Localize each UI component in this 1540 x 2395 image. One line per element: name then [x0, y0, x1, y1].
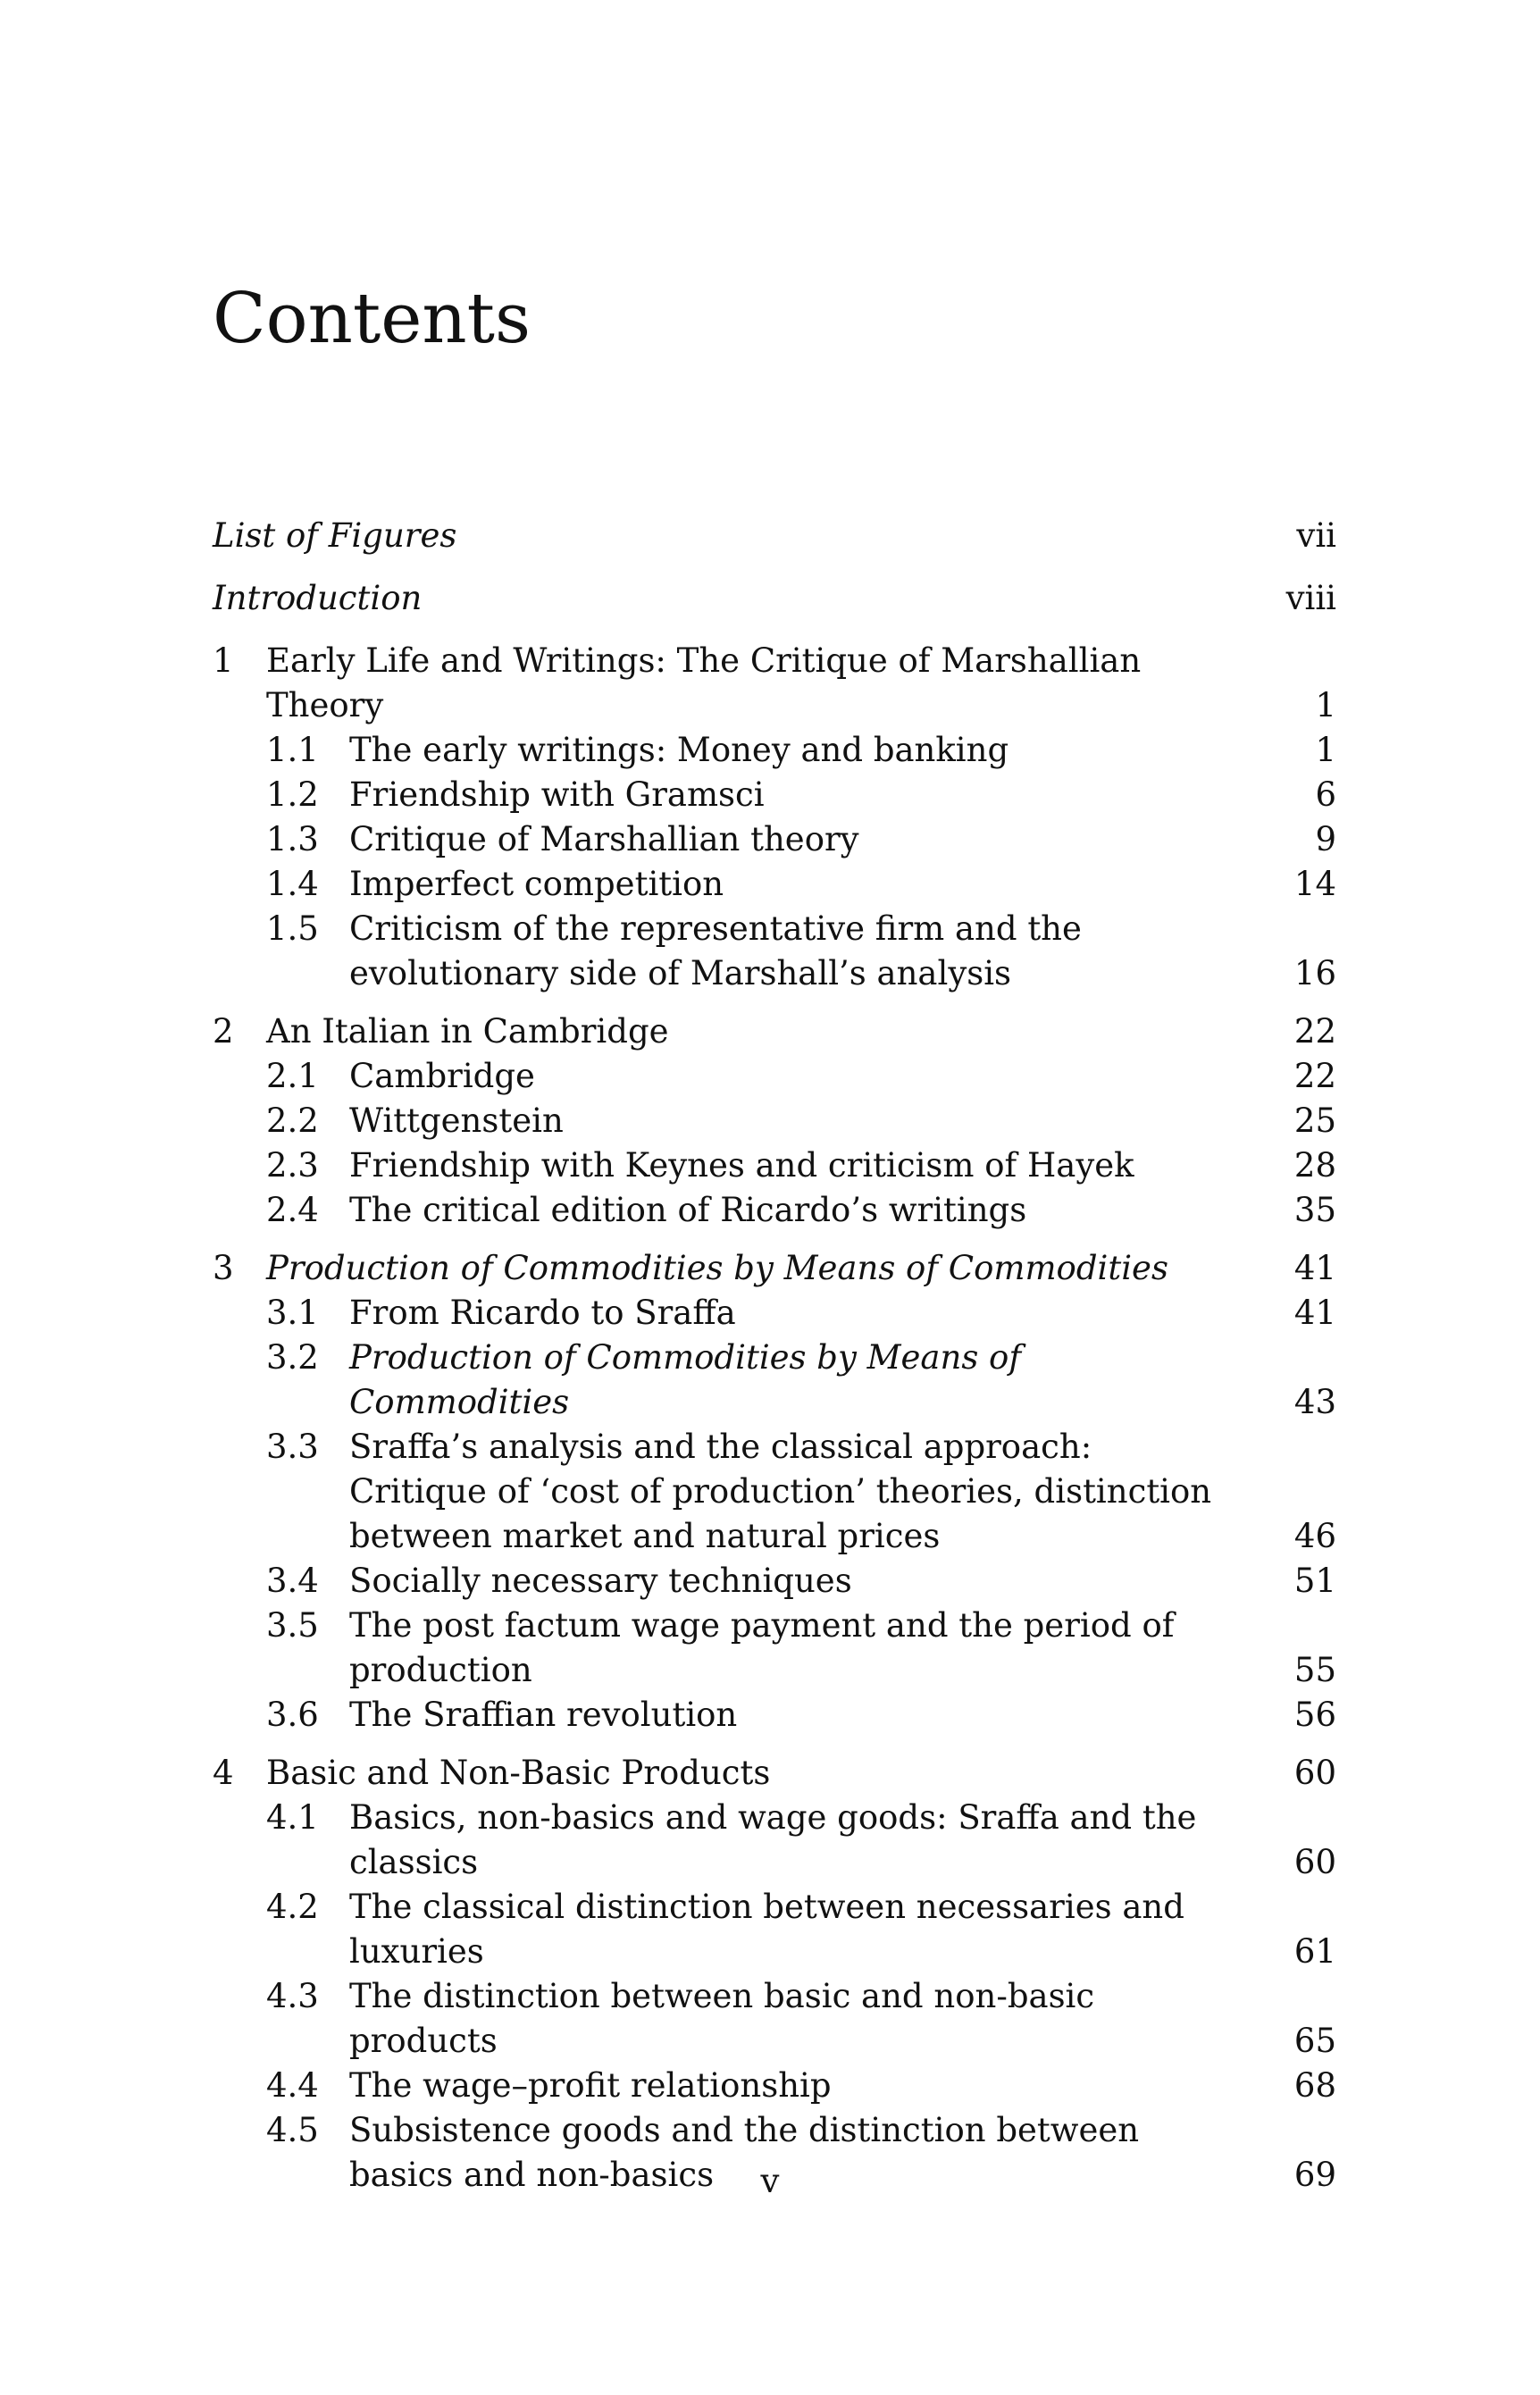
section-title: The distinction between basic and non-basic products	[349, 1977, 1095, 2060]
section-title: Cambridge	[349, 1057, 535, 1095]
section-title: The Sraffian revolution	[349, 1696, 738, 1734]
section-page: 16	[1293, 954, 1336, 992]
toc-section-4-3[interactable]	[213, 1974, 1336, 2064]
table-of-contents	[213, 514, 1336, 2198]
toc-section-2-1[interactable]	[213, 1054, 1336, 1099]
section-title: Subsistence goods and the distinction between basics and non-basics	[349, 2111, 1140, 2194]
section-number: 1.4	[266, 865, 319, 903]
section-page: 46	[1293, 1517, 1336, 1555]
section-number: 3.3	[266, 1428, 319, 1466]
section-page: 65	[1293, 2022, 1336, 2060]
section-page: 61	[1293, 1932, 1336, 1971]
chapter-page: 22	[1293, 1012, 1336, 1051]
section-title: Friendship with Keynes and criticism of Hayek	[349, 1146, 1134, 1185]
section-page: 60	[1293, 1843, 1336, 1881]
toc-section-3-4[interactable]	[213, 1559, 1336, 1604]
toc-section-3-3[interactable]	[213, 1425, 1336, 1559]
toc-chapter-2[interactable]	[213, 1009, 1336, 1054]
page-number: v	[760, 2162, 780, 2200]
toc-chapter-4[interactable]	[213, 1751, 1336, 1796]
toc-section-1-5[interactable]	[213, 907, 1336, 996]
section-number: 3.2	[266, 1338, 319, 1377]
section-page: 51	[1293, 1562, 1336, 1600]
section-number: 1.1	[266, 731, 319, 769]
toc-section-1-2[interactable]	[213, 773, 1336, 817]
page-title: Contents	[213, 279, 531, 359]
section-title: Production of Commodities by Means of Commodities	[349, 1338, 1022, 1421]
section-title: The classical distinction between necessaries and luxuries	[349, 1888, 1184, 1971]
chapter-title: Early Life and Writings: The Critique of Marshallian Theory	[266, 641, 1142, 724]
toc-entry-page: viii	[1285, 579, 1336, 617]
section-number: 3.6	[266, 1696, 319, 1734]
section-title: Basics, non-basics and wage goods: Sraffa and the classics	[349, 1798, 1197, 1881]
toc-section-2-3[interactable]	[213, 1143, 1336, 1188]
toc-entry-list-of-figures[interactable]	[213, 514, 1336, 558]
section-title: Friendship with Gramsci	[349, 775, 765, 814]
section-title: From Ricardo to Sraffa	[349, 1294, 736, 1332]
chapter-number: 3	[213, 1249, 234, 1287]
section-title: Sraffa’s analysis and the classical approach: Critique of ‘cost of production’ theories, distinction between market and natural prices	[349, 1428, 1212, 1555]
section-number: 2.1	[266, 1057, 319, 1095]
toc-chapter-1[interactable]	[213, 639, 1336, 728]
section-page: 22	[1293, 1057, 1336, 1095]
toc-section-2-2[interactable]	[213, 1099, 1336, 1143]
section-title: The early writings: Money and banking	[349, 731, 1009, 769]
section-page: 25	[1293, 1101, 1336, 1140]
section-page: 35	[1293, 1191, 1336, 1229]
section-number: 3.1	[266, 1294, 319, 1332]
chapter-number: 1	[213, 641, 234, 680]
toc-section-3-5[interactable]	[213, 1604, 1336, 1693]
section-page: 69	[1293, 2156, 1336, 2194]
section-number: 2.4	[266, 1191, 319, 1229]
toc-entry-title: Introduction	[213, 579, 423, 617]
toc-section-1-3[interactable]	[213, 817, 1336, 862]
section-number: 4.2	[266, 1888, 319, 1926]
section-title: Wittgenstein	[349, 1101, 564, 1140]
chapter-page: 60	[1293, 1754, 1336, 1792]
section-page: 43	[1293, 1383, 1336, 1421]
chapter-page: 41	[1293, 1249, 1336, 1287]
toc-section-4-2[interactable]	[213, 1885, 1336, 1974]
toc-entry-introduction[interactable]	[213, 576, 1336, 621]
chapter-page: 1	[1315, 686, 1336, 724]
section-title: The wage–profit relationship	[349, 2066, 832, 2105]
section-page: 6	[1315, 775, 1336, 814]
toc-section-3-6[interactable]	[213, 1693, 1336, 1738]
section-page: 9	[1315, 820, 1336, 858]
section-number: 4.4	[266, 2066, 319, 2105]
section-title: The post factum wage payment and the period of production	[349, 1606, 1175, 1689]
chapter-title: Production of Commodities by Means of Commodities	[266, 1249, 1168, 1287]
section-page: 68	[1293, 2066, 1336, 2105]
toc-section-1-4[interactable]	[213, 862, 1336, 907]
section-page: 41	[1293, 1294, 1336, 1332]
section-number: 1.2	[266, 775, 319, 814]
chapter-title: An Italian in Cambridge	[266, 1012, 669, 1051]
section-number: 3.4	[266, 1562, 319, 1600]
section-number: 4.5	[266, 2111, 319, 2149]
section-number: 2.2	[266, 1101, 319, 1140]
section-page: 56	[1293, 1696, 1336, 1734]
section-page: 14	[1293, 865, 1336, 903]
section-page: 55	[1293, 1651, 1336, 1689]
toc-section-4-4[interactable]	[213, 2064, 1336, 2108]
section-number: 2.3	[266, 1146, 319, 1185]
section-title: Critique of Marshallian theory	[349, 820, 859, 858]
section-title: The critical edition of Ricardo’s writings	[349, 1191, 1027, 1229]
chapter-number: 2	[213, 1012, 234, 1051]
section-number: 3.5	[266, 1606, 319, 1645]
section-title: Socially necessary techniques	[349, 1562, 852, 1600]
toc-chapter-3[interactable]	[213, 1246, 1336, 1291]
toc-section-2-4[interactable]	[213, 1188, 1336, 1233]
section-number: 1.3	[266, 820, 319, 858]
chapter-number: 4	[213, 1754, 234, 1792]
toc-section-3-1[interactable]	[213, 1291, 1336, 1336]
chapter-title: Basic and Non-Basic Products	[266, 1754, 771, 1792]
toc-section-4-1[interactable]	[213, 1796, 1336, 1885]
section-page: 28	[1293, 1146, 1336, 1185]
toc-section-3-2[interactable]	[213, 1336, 1336, 1425]
section-number: 1.5	[266, 909, 319, 948]
toc-section-1-1[interactable]	[213, 728, 1336, 773]
section-number: 4.1	[266, 1798, 319, 1837]
section-page: 1	[1315, 731, 1336, 769]
toc-entry-title: List of Figures	[213, 516, 457, 555]
toc-entry-page: vii	[1296, 516, 1336, 555]
section-title: Imperfect competition	[349, 865, 724, 903]
section-number: 4.3	[266, 1977, 319, 2015]
section-title: Criticism of the representative firm and the evolutionary side of Marshall’s analysis	[349, 909, 1082, 992]
